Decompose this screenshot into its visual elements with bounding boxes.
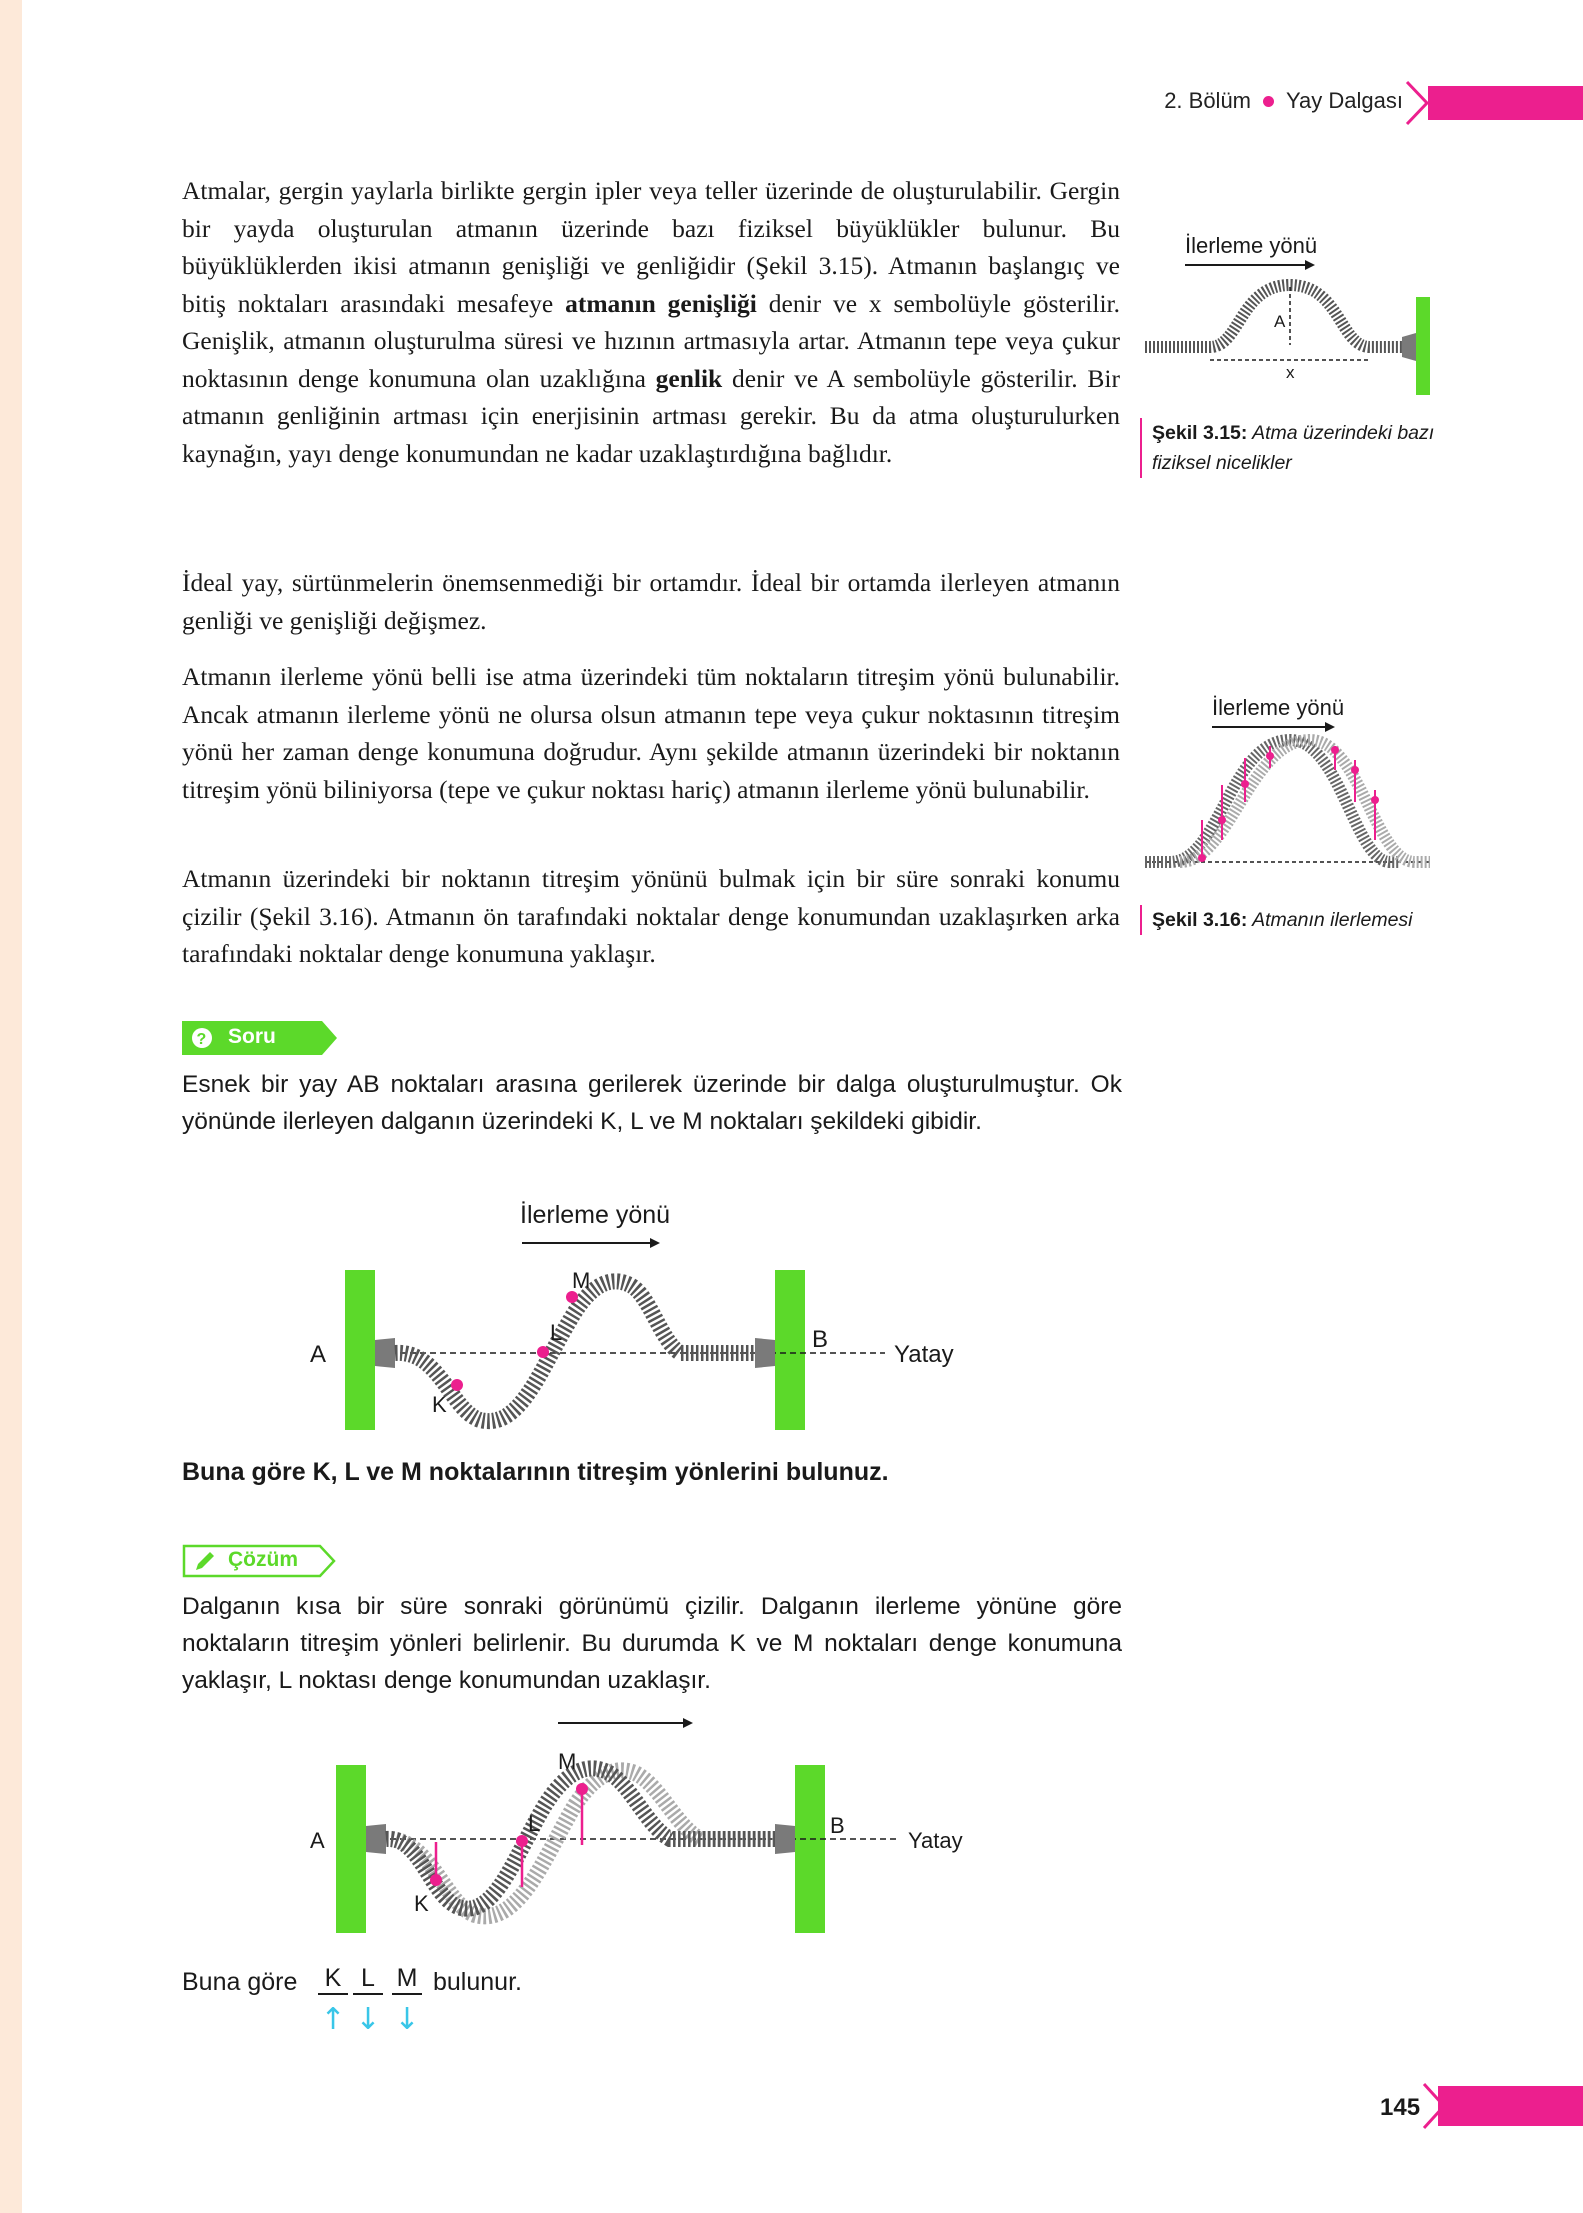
term-amplitude: genlik bbox=[655, 363, 723, 393]
qfig-label-k: K bbox=[432, 1392, 447, 1417]
sfig-label-a: A bbox=[310, 1828, 325, 1853]
qfig-label-a: A bbox=[310, 1341, 327, 1368]
qfig-clamp-a bbox=[375, 1338, 395, 1368]
solution-text: Dalganın kısa bir süre sonraki görünümü çizilir. Dalganın ilerleme yönüne göre noktaların titreşim yönleri belirlenir. Bu durumda K ve M noktaları denge konumuna yaklaşır, L noktası denge konumundan uzaklaşır. bbox=[182, 1593, 1122, 1694]
sfig-clamp-b bbox=[775, 1824, 795, 1854]
paragraph-2: İdeal yay, sürtünmelerin önemsenmediği bir ortamdır. İdeal bir ortamda ilerleyen atmanın genliği ve genişliği değişmez. bbox=[182, 568, 1120, 635]
bullet-dot-icon bbox=[1263, 96, 1274, 107]
fig316-spring-after bbox=[1180, 740, 1430, 862]
chapter-label: 2. Bölüm bbox=[1164, 88, 1252, 113]
header-breadcrumb bbox=[1164, 88, 1403, 114]
section-label: Yay Dalgası bbox=[1286, 88, 1403, 113]
fig315-arrowhead-icon bbox=[1305, 260, 1315, 270]
answer-arrow-up-icon: ↑ bbox=[320, 2002, 346, 2037]
qfig-label-l: L bbox=[550, 1320, 563, 1345]
fig316-displacement-arrows bbox=[1202, 746, 1375, 860]
paragraph-1: Atmalar, gergin yaylarla birlikte gergin ipler veya teller üzerinde de oluşturulabilir. Gergin bir yayda oluşturulan atmanın üzerinde bazı fiziksel büyüklükler bulunur. Bu büyüklüklerden ikisi atmanın genişliği ve genliğidir (Şekil 3.15). Atmanın başlangıç ve bitiş noktaları arasındaki mesafeye atmanın genişliği denir ve x sembolüyle gösterilir. Genişlik, atmanın oluşturulma süresi ve hızının artmasıyla artar. Atmanın tepe veya çukur noktasının denge konumuna olan uzaklığına genlik denir ve A sembolüyle gösterilir. Bir atmanın genliğinin artması için enerjisinin artması gerekir. Bu da atma oluşturulurken kaynağın, yayı denge konumundan ne kadar uzaklaştırdığına bağlıdır. bbox=[182, 176, 1121, 468]
solution-tag-label: Çözüm bbox=[228, 1548, 298, 1571]
sfig-wall-a bbox=[336, 1765, 366, 1933]
sfig-label-m: M bbox=[558, 1749, 577, 1774]
qfig-horizontal-label: Yatay bbox=[894, 1341, 954, 1368]
answer-line bbox=[182, 1968, 297, 1997]
question-mark-icon: ? bbox=[196, 1031, 207, 1048]
figure-3-15-caption: Şekil 3.15: Atma üzerindeki bazı fiziksel nicelikler bbox=[1140, 418, 1442, 478]
question-tag-label: Soru bbox=[228, 1025, 276, 1048]
qfig-wall-b bbox=[775, 1270, 805, 1430]
fig315-clamp bbox=[1402, 333, 1416, 361]
sfig-wall-b bbox=[795, 1765, 825, 1933]
question-text: Esnek bir yay AB noktaları arasına gerilerek üzerinde bir dalga oluşturulmuştur. Ok yönünde ilerleyen dalganın üzerindeki K, L ve M noktaları şekildeki gibidir. bbox=[182, 1071, 1122, 1135]
sfig-label-l: L bbox=[528, 1811, 541, 1836]
answer-arrow-down-icon: ↓ bbox=[394, 2002, 420, 2037]
fig315-direction-label: İlerleme yönü bbox=[1185, 233, 1318, 258]
qfig-point-k bbox=[451, 1379, 463, 1391]
sfig-arrowhead-icon bbox=[683, 1718, 693, 1728]
sfig-label-b: B bbox=[830, 1813, 845, 1838]
page-header bbox=[1143, 80, 1583, 124]
answer-letter-k: K bbox=[318, 1963, 348, 1995]
qfig-point-l bbox=[537, 1346, 549, 1358]
sfig-point-k bbox=[430, 1874, 442, 1886]
figure-3-15 bbox=[1140, 225, 1440, 395]
sfig-point-l bbox=[516, 1835, 528, 1847]
page-accent-bar bbox=[1438, 2086, 1583, 2126]
header-accent-bar bbox=[1428, 86, 1583, 120]
qfig-spring bbox=[395, 1281, 755, 1421]
qfig-label-b: B bbox=[812, 1326, 829, 1353]
qfig-direction-label: İlerleme yönü bbox=[520, 1201, 671, 1229]
figure-3-16-caption: Şekil 3.16: Atmanın ilerlemesi bbox=[1140, 905, 1442, 935]
sfig-horizontal-label: Yatay bbox=[908, 1828, 963, 1853]
figure-3-16 bbox=[1140, 690, 1440, 890]
qfig-label-m: M bbox=[572, 1268, 591, 1293]
qfig-wall-a bbox=[345, 1270, 375, 1430]
answer-suffix: bulunur. bbox=[433, 1968, 522, 1996]
question-bold-text: Buna göre K, L ve M noktalarının titreşim yönlerini bulunuz. bbox=[182, 1458, 889, 1486]
paragraph-4: Atmanın üzerindeki bir noktanın titreşim yönünü bulmak için bir süre sonraki konumu çizilir (Şekil 3.16). Atmanın ön tarafındaki noktalar denge konumundan uzaklaşırken arka tarafındaki noktalar denge konumuna yaklaşır. bbox=[182, 864, 1120, 968]
solution-figure bbox=[300, 1705, 1000, 1955]
answer-arrow-down-icon: ↓ bbox=[355, 2002, 381, 2037]
fig315-wall bbox=[1416, 297, 1430, 395]
answer-prefix: Buna göre bbox=[182, 1968, 298, 1996]
answer-letter-l: L bbox=[353, 1963, 383, 1995]
fig315-amplitude-label: A bbox=[1274, 312, 1286, 331]
question-figure bbox=[300, 1190, 1000, 1450]
question-tag bbox=[182, 1021, 342, 1055]
qfig-clamp-b bbox=[755, 1338, 775, 1368]
paragraph-3: Atmanın ilerleme yönü belli ise atma üzerindeki tüm noktaların titreşim yönü bulunabilir. Ancak atmanın ilerleme yönü ne olursa olsun atmanın tepe veya çukur noktasının titreşim yönü her zaman denge konumuna doğrudur. Aynı şekilde atmanın üzerindeki bir noktanın titreşim yönü biliniyorsa (tepe ve çukur noktası hariç) atmanın ilerleme yönü bulunabilir. bbox=[182, 662, 1120, 804]
qfig-arrowhead-icon bbox=[650, 1238, 660, 1248]
fig316-arrowhead-icon bbox=[1325, 722, 1335, 732]
answer-letter-m: M bbox=[392, 1963, 422, 1995]
fig316-direction-label: İlerleme yönü bbox=[1212, 695, 1345, 720]
term-width: atmanın genişliği bbox=[565, 288, 757, 318]
fig315-width-label: x bbox=[1286, 363, 1295, 382]
page-number: 145 bbox=[1380, 2094, 1421, 2121]
margin-strip bbox=[0, 0, 22, 2213]
sfig-clamp-a bbox=[366, 1824, 386, 1854]
sfig-point-m bbox=[576, 1783, 588, 1795]
sfig-label-k: K bbox=[414, 1891, 429, 1916]
solution-tag bbox=[182, 1544, 342, 1578]
